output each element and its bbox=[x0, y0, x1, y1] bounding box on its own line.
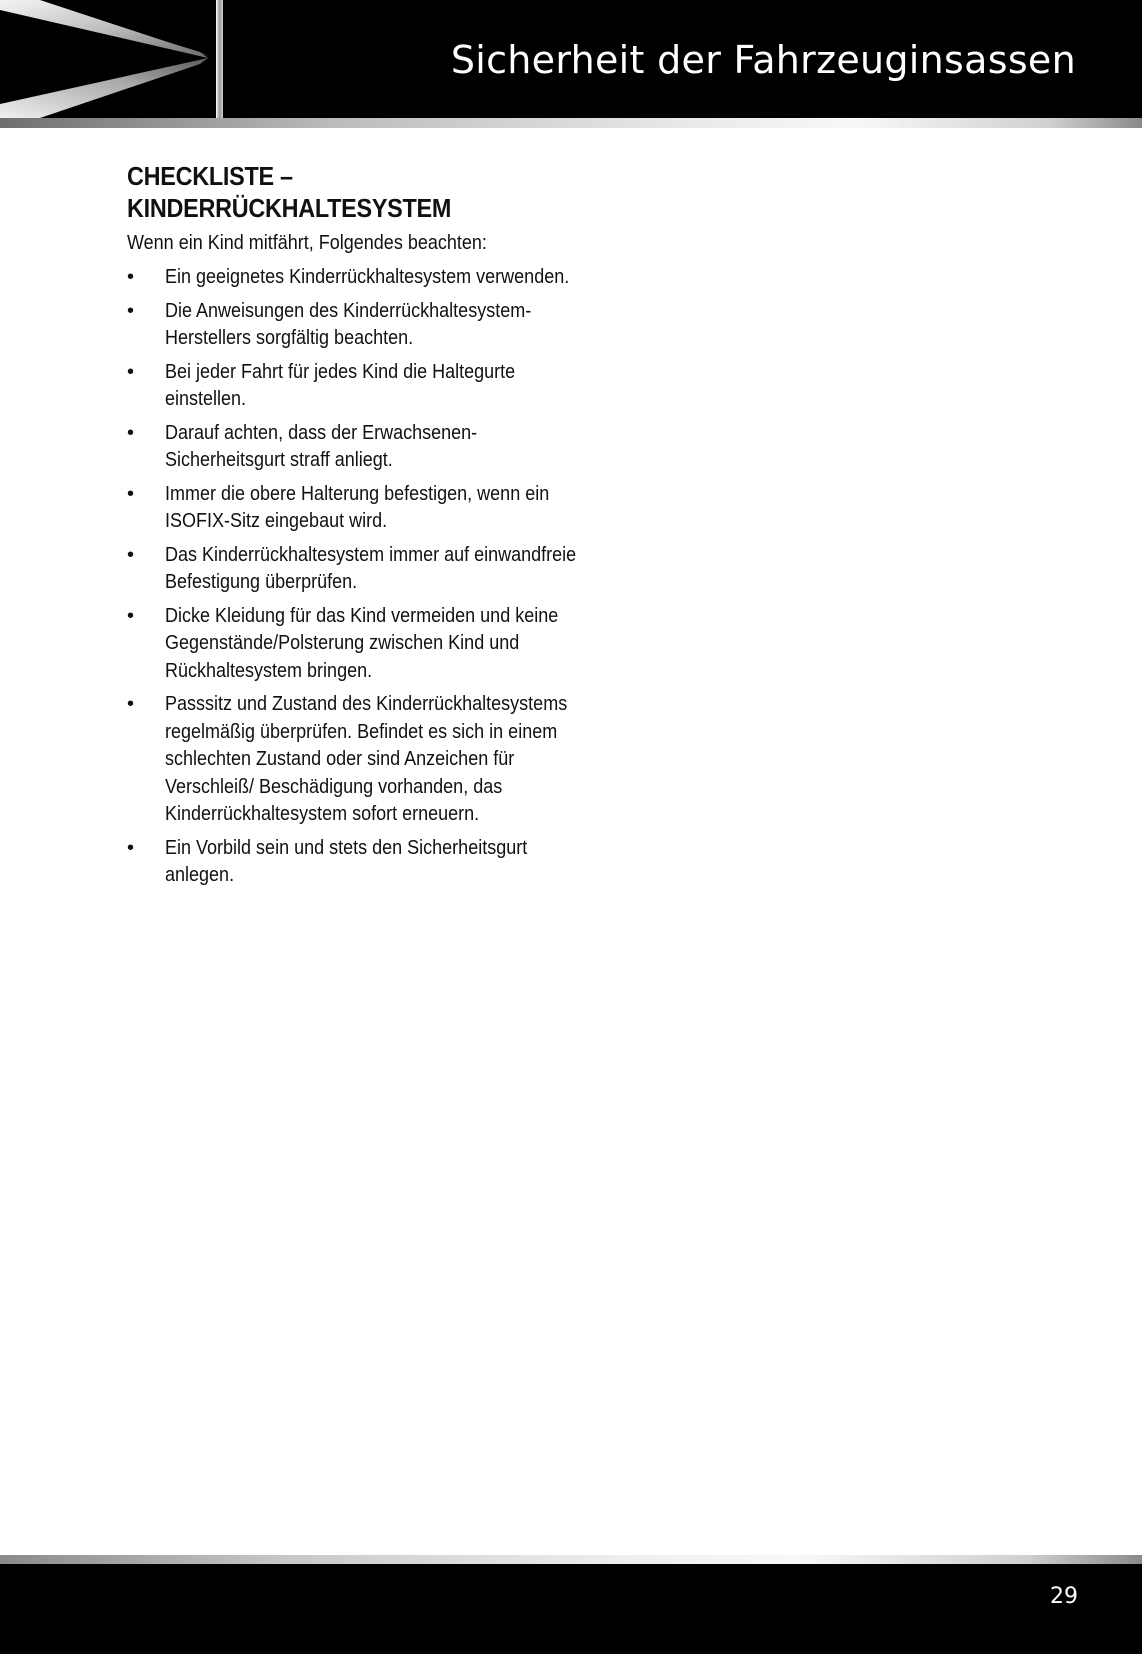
list-item bbox=[127, 481, 587, 536]
page-footer bbox=[0, 1564, 1142, 1654]
footer-divider bbox=[0, 1555, 1142, 1564]
checklist bbox=[127, 264, 587, 890]
header-divider bbox=[0, 118, 1142, 128]
bullet-dot-icon: • bbox=[127, 836, 135, 859]
list-item-text: Ein geeignetes Kinderrückhaltesystem verwenden. bbox=[165, 266, 570, 288]
list-item-text: Die Anweisungen des Kinderrückhaltesystem-Herstellers sorgfältig beachten. bbox=[165, 299, 532, 349]
list-item bbox=[127, 542, 587, 597]
list-item bbox=[127, 264, 587, 292]
list-item-text: Darauf achten, dass der Erwachsenen-Sicherheitsgurt straff anliegt. bbox=[165, 421, 478, 471]
list-item-text: Bei jeder Fahrt für jedes Kind die Haltegurte einstellen. bbox=[165, 360, 516, 410]
list-item-text: Das Kinderrückhaltesystem immer auf einwandfreie Befestigung überprüfen. bbox=[165, 543, 577, 593]
bullet-dot-icon: • bbox=[127, 482, 135, 505]
section-heading-line-1: CHECKLISTE – bbox=[127, 161, 293, 191]
list-item-text: Dicke Kleidung für das Kind vermeiden und keine Gegenstände/Polsterung zwischen Kind und Rückhaltesystem bringen. bbox=[165, 604, 559, 682]
section-heading bbox=[127, 160, 541, 224]
list-item-text: Passsitz und Zustand des Kinderrückhaltesystems regelmäßig überprüfen. Befindet es sich in einem schlechten Zustand oder sind Anzeichen für Verschleiß/ Beschädigung vorhanden, das Kinderrückhaltesystem sofort erneuern. bbox=[165, 693, 568, 825]
list-item bbox=[127, 359, 587, 414]
list-item bbox=[127, 691, 587, 829]
list-item bbox=[127, 835, 587, 890]
bullet-dot-icon: • bbox=[127, 421, 135, 444]
chevron-arrow-logo-icon bbox=[0, 0, 230, 118]
bullet-dot-icon: • bbox=[127, 299, 135, 322]
section-heading-line-2: KINDERRÜCKHALTESYSTEM bbox=[127, 193, 452, 223]
intro-text: Wenn ein Kind mitfährt, Folgendes beachten: bbox=[127, 232, 487, 254]
bullet-dot-icon: • bbox=[127, 360, 135, 383]
bullet-dot-icon: • bbox=[127, 693, 135, 715]
list-item bbox=[127, 603, 587, 686]
bullet-dot-icon: • bbox=[127, 604, 135, 627]
bullet-dot-icon: • bbox=[127, 266, 135, 288]
list-item bbox=[127, 420, 587, 475]
main-content bbox=[127, 160, 587, 896]
page-header bbox=[0, 0, 1142, 118]
page-number: 29 bbox=[1050, 1584, 1078, 1609]
bullet-dot-icon: • bbox=[127, 543, 135, 566]
list-item bbox=[127, 298, 587, 353]
chapter-title: Sicherheit der Fahrzeuginsassen bbox=[450, 38, 1076, 82]
list-item-text: Immer die obere Halterung befestigen, wenn ein ISOFIX-Sitz eingebaut wird. bbox=[165, 482, 550, 532]
list-item-text: Ein Vorbild sein und stets den Sicherheitsgurt anlegen. bbox=[165, 836, 528, 886]
